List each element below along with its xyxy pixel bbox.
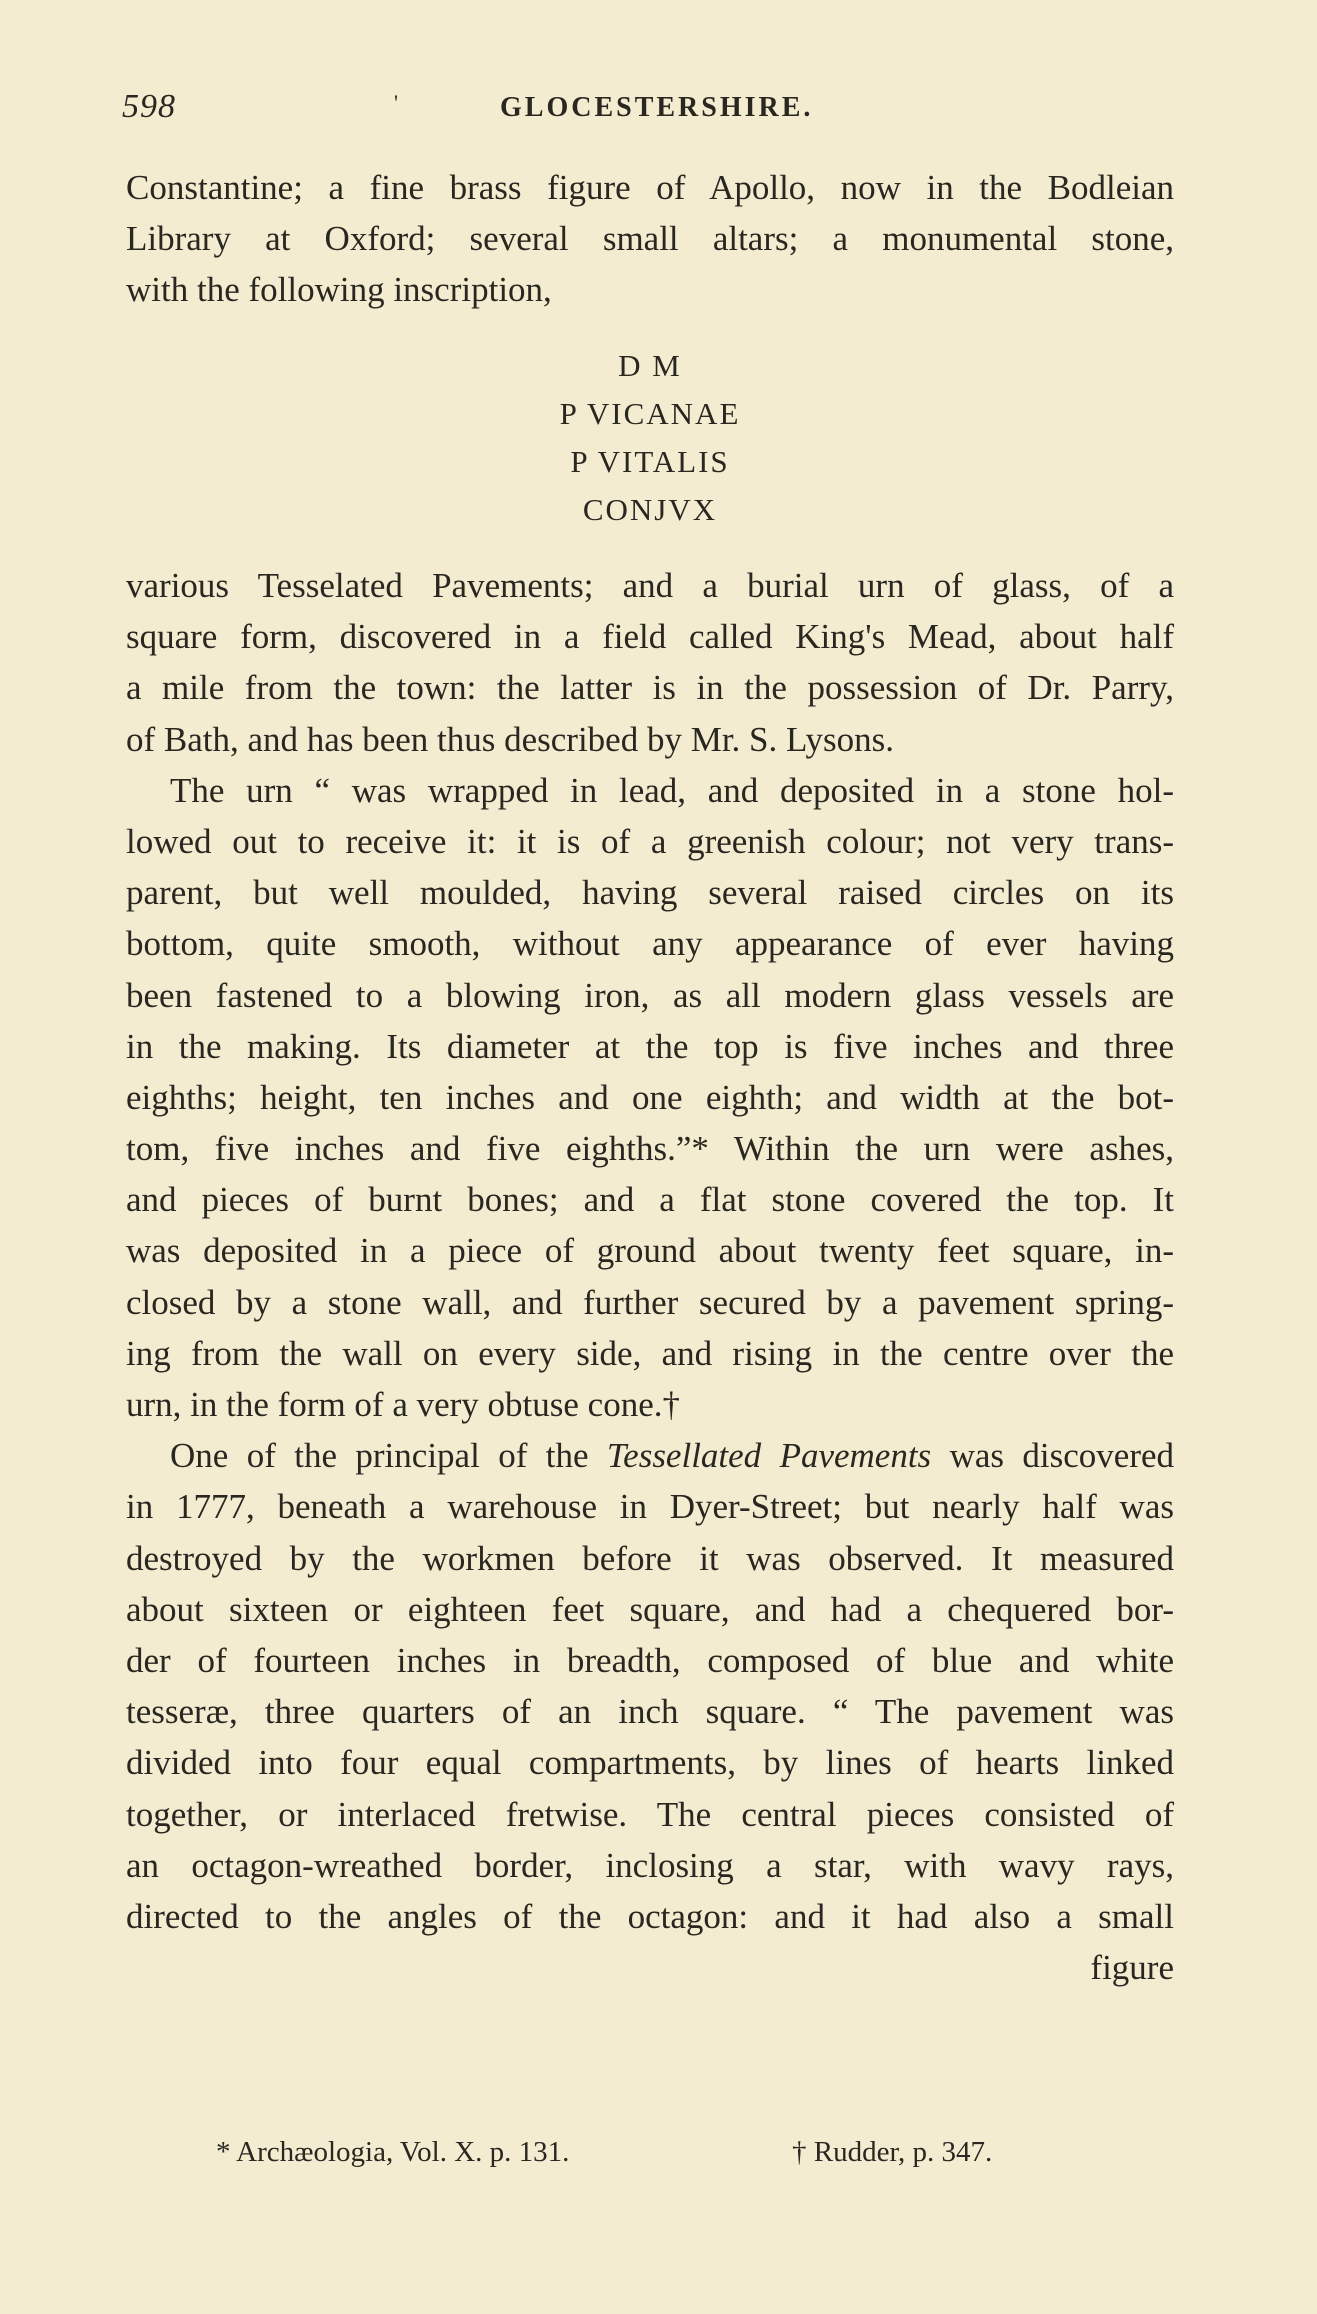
text-line: Library at Oxford; several small altars; a monumental stone, <box>126 219 1174 259</box>
text-line: tom, five inches and five eighths.”* Within the urn were ashes, <box>126 1129 1174 1169</box>
italic-term: Tessellated Pavements <box>606 1436 932 1476</box>
text-line: parent, but well moulded, having several raised circles on its <box>126 873 1174 913</box>
catchword: figure <box>1090 1948 1174 1988</box>
text-line: about sixteen or eighteen feet square, and had a chequered bor- <box>126 1589 1174 1629</box>
text-line: directed to the angles of the octagon: and it had also a small <box>126 1896 1174 1936</box>
text-line: der of fourteen inches in breadth, composed of blue and white <box>126 1640 1174 1680</box>
text-line: eighths; height, ten inches and one eighth; and width at the bot- <box>126 1077 1174 1117</box>
text-line: urn, in the form of a very obtuse cone.† <box>126 1385 681 1424</box>
text-line: tesseræ, three quarters of an inch square. “ The pavement was <box>126 1692 1174 1732</box>
text-line: square form, discovered in a field called King's Mead, about half <box>126 617 1174 657</box>
text-line: was deposited in a piece of ground about twenty feet square, in- <box>126 1231 1174 1271</box>
main-text <box>126 560 1174 1993</box>
inscription-line: P VICANAE <box>559 396 741 431</box>
page-header <box>122 88 1172 128</box>
text-line: an octagon-wreathed border, inclosing a star, with wavy rays, <box>126 1845 1174 1885</box>
page-number: 598 <box>122 88 176 125</box>
text-line: in the making. Its diameter at the top is five inches and three <box>126 1026 1174 1066</box>
running-head: GLOCESTERSHIRE. <box>500 92 814 123</box>
header-mark: ' <box>394 90 398 115</box>
inscription-line: CONJVX <box>582 492 718 527</box>
text-line: various Tesselated Pavements; and a burial urn of glass, of a <box>126 566 1174 605</box>
footnotes <box>126 2136 1174 2186</box>
footnote-2: † Rudder, p. 347. <box>792 2136 993 2168</box>
text-line: in 1777, beneath a warehouse in Dyer-Street; but nearly half was <box>126 1487 1174 1527</box>
footnote-1: * Archæologia, Vol. X. p. 131. <box>216 2136 570 2168</box>
text-line-with-italic <box>126 1430 1174 1481</box>
inscription-line: D M <box>618 348 682 383</box>
text-segment: was discovered <box>949 1436 1175 1476</box>
text-line: a mile from the town: the latter is in the possession of Dr. Parry, <box>126 668 1174 708</box>
inscription-block <box>126 342 1174 534</box>
text-segment: One of the principal of the <box>170 1436 589 1476</box>
text-line: Constantine; a fine brass figure of Apollo, now in the Bodleian <box>126 168 1174 207</box>
text-line: divided into four equal compartments, by lines of hearts linked <box>126 1743 1174 1783</box>
text-line: bottom, quite smooth, without any appearance of ever having <box>126 924 1174 964</box>
text-line: of Bath, and has been thus described by Mr. S. Lysons. <box>126 719 894 759</box>
text-line: destroyed by the workmen before it was observed. It measured <box>126 1538 1174 1578</box>
text-line: and pieces of burnt bones; and a flat stone covered the top. It <box>126 1180 1174 1220</box>
inscription-line: P VITALIS <box>570 444 730 479</box>
text-line: with the following inscription, <box>126 270 552 310</box>
text-line: The urn “ was wrapped in lead, and deposited in a stone hol- <box>170 770 1174 810</box>
text-line: ing from the wall on every side, and rising in the centre over the <box>126 1333 1174 1373</box>
text-line: closed by a stone wall, and further secured by a pavement spring- <box>126 1282 1174 1322</box>
text-line: lowed out to receive it: it is of a greenish colour; not very trans- <box>126 821 1174 861</box>
paragraph-intro <box>126 162 1174 316</box>
text-line: together, or interlaced fretwise. The central pieces consisted of <box>126 1794 1174 1834</box>
text-line: been fastened to a blowing iron, as all modern glass vessels are <box>126 975 1174 1015</box>
